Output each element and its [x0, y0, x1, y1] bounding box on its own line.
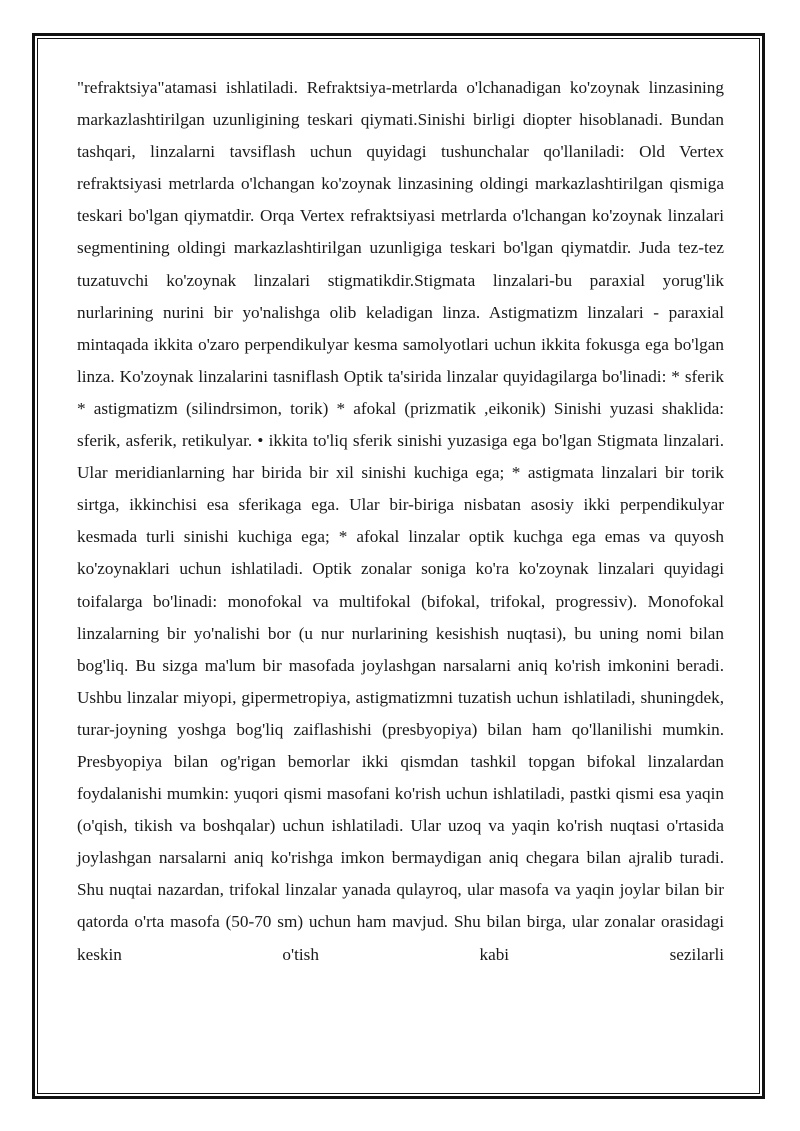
body-paragraph: "refraktsiya"atamasi ishlatiladi. Refraktsiya-metrlarda o'lchanadigan ko'zoynak linzasining markazlashtirilgan uzunligining teskari qiymati.Sinishi birligi diopter hisoblanadi. Bundan tashqari, linzalarni tavsiflash uchun quyidagi tushunchalar qo'llaniladi: Old Vertex refraktsiyasi metrlarda o'lchangan ko'zoynak linzasining oldingi markazlashtirilgan qismiga teskari bo'lgan qiymatdir. Orqa Vertex refraktsiyasi metrlarda o'lchangan ko'zoynak linzalari segmentining oldingi markazlashtirilgan uzunligiga teskari bo'lgan qiymatdir. Juda tez-tez tuzatuvchi ko'zoynak linzalari stigmatikdir.Stigmata linzalari-bu paraxial yorug'lik nurlarining nurini bir yo'nalishga olib keladigan linza. Astigmatizm linzalari - paraxial mintaqada ikkita o'zaro perpendikulyar kesma samolyotlari uchun ikkita fokusga ega bo'lgan linza. Ko'zoynak linzalarini tasniflash Optik ta'sirida linzalar quyidagilarga bo'linadi: * sferik * astigmatizm (silindrsimon, torik) * afokal (prizmatik ,eikonik) Sinishi yuzasi shaklida: sferik, asferik, retikulyar. • ikkita to'liq sferik sinishi yuzasiga ega bo'lgan Stigmata linzalari. Ular meridianlarning har birida bir xil sinishi kuchiga ega; * astigmata linzalari bir torik sirtga, ikkinchisi esa sferikaga ega. Ular bir-biriga nisbatan asosiy ikki perpendikulyar kesmada turli sinishi kuchiga ega; * afokal linzalar optik kuchga ega emas va quyosh ko'zoynaklari uchun ishlatiladi. Optik zonalar soniga ko'ra ko'zoynak linzalari quyidagi toifalarga bo'linadi: monofokal va multifokal (bifokal, trifokal, progressiv). Monofokal linzalarning bir yo'nalishi bor (u nur nurlarining kesishish nuqtasi), bu uning nomi bilan bog'liq. Bu sizga ma'lum bir masofada joylashgan narsalarni aniq ko'rish imkonini beradi. Ushbu linzalar miyopi, gipermetropiya, astigmatizmni tuzatish uchun ishlatiladi, shuningdek, turar-joyning yoshga bog'liq zaiflashishi (presbyopiya) bilan ham qo'llanilishi mumkin. Presbyopiya bilan og'rigan bemorlar ikki qismdan tashkil topgan bifokal linzalardan foydalanishi mumkin: yuqori qismi masofani ko'rish uchun ishlatiladi, pastki qismi esa yaqin (o'qish, tikish va boshqalar) uchun ishlatiladi. Ular uzoq va yaqin ko'rish nuqtasi o'rtasida joylashgan narsalarni aniq ko'rishga imkon bermaydigan aniq chegara bilan ajralib turadi. Shu nuqtai nazardan, trifokal linzalar yanada qulayroq, ular masofa va yaqin joylar bilan bir qatorda o'rta masofa (50-70 sm) uchun ham mavjud. Shu bilan birga, ular zonalar orasidagi keskin o'tish kabi sezilarli [77, 78, 724, 964]
